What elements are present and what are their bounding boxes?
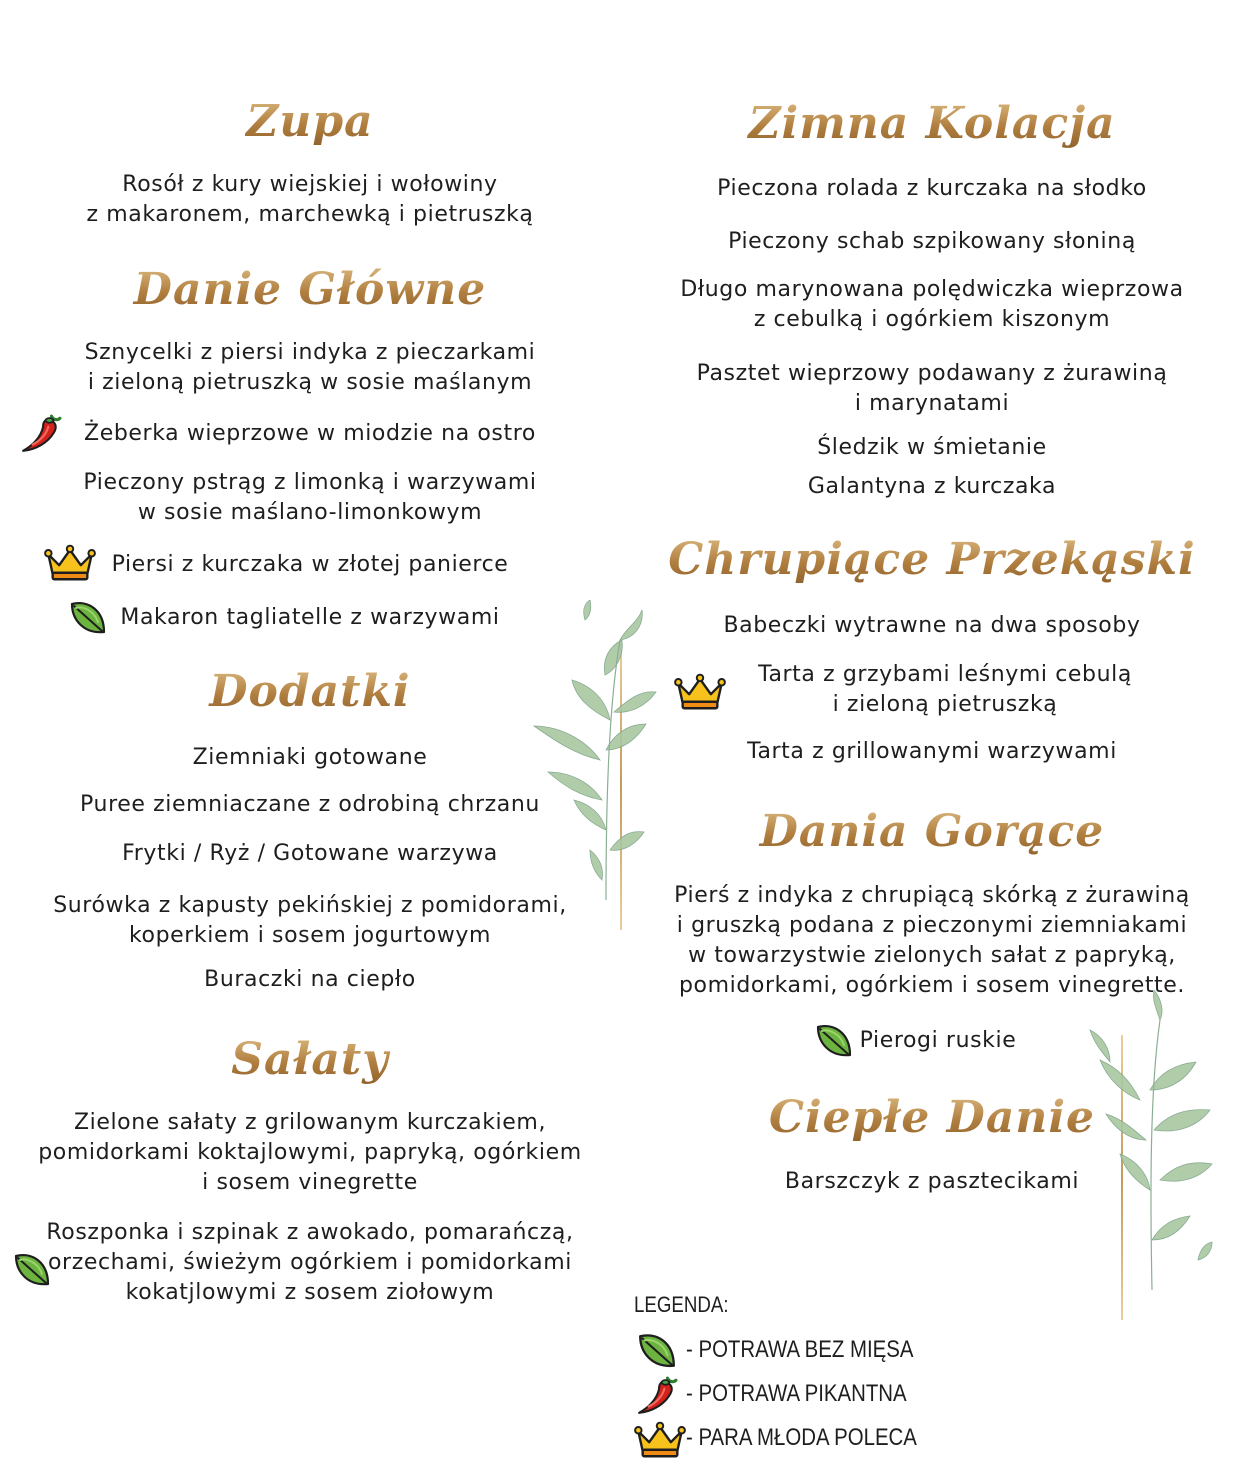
menu-item: Pierś z indyka z chrupiącą skórką z żurawiną i gruszką podana z pieczonymi ziemniakami w towarzystwie zielonych sałat z papryką, pomidorkami, ogórkiem i sosem vinegrette. <box>674 883 1190 998</box>
menu-item: Roszponka i szpinak z awokado, pomarańczą, orzechami, świeżym ogórkiem i pomidorkami kokatjlowymi z sosem ziołowym <box>46 1220 574 1305</box>
menu-item: Śledzik w śmietanie <box>817 435 1047 460</box>
menu-item: Galantyna z kurczaka <box>807 474 1057 499</box>
section-heading-cieple-danie: Ciepłe Danie <box>628 1090 1236 1146</box>
legend-title: LEGENDA: <box>634 1292 729 1317</box>
legend <box>634 1288 934 1463</box>
menu-item: Pieczony pstrąg z limonką i warzywami w sosie maślano-limonkowym <box>83 470 537 525</box>
legend-label: - POTRAWA PIKANTNA <box>686 1380 907 1407</box>
menu-item: Barszczyk z pasztecikami <box>784 1169 1080 1194</box>
legend-entry-recommended <box>634 1416 934 1460</box>
menu-item: Frytki / Ryż / Gotowane warzywa <box>122 841 498 866</box>
section-heading-dania-gorace: Dania Gorące <box>628 804 1236 860</box>
menu-item: Babeczki wytrawne na dwa sposoby <box>723 613 1141 638</box>
menu-item: Rosół z kury wiejskiej i wołowiny z makaronem, marchewką i pietruszką <box>86 172 534 227</box>
section-heading-dodatki: Dodatki <box>10 664 610 720</box>
menu-item: Pierogi ruskie <box>859 1028 1017 1053</box>
legend-label: - POTRAWA BEZ MIĘSA <box>686 1336 914 1363</box>
menu-item: Żeberka wieprzowe w miodzie na ostro <box>84 421 536 446</box>
menu-item: Zielone sałaty z grilowanym kurczakiem, pomidorkami koktajlowymi, papryką, ogórkiem i sosem vinegrette <box>38 1110 582 1195</box>
legend-entry-meatless <box>634 1328 934 1372</box>
menu-item: Ziemniaki gotowane <box>192 745 428 770</box>
legend-entry-spicy <box>634 1372 934 1416</box>
menu-item: Piersi z kurczaka w złotej panierce <box>111 552 509 577</box>
menu-item: Puree ziemniaczane z odrobiną chrzanu <box>80 792 540 817</box>
menu-item: Tarta z grillowanymi warzywami <box>747 739 1117 764</box>
menu-item: Buraczki na ciepło <box>204 967 416 992</box>
menu-item: Pieczony schab szpikowany słoniną <box>728 229 1136 254</box>
section-heading-zupa: Zupa <box>10 94 610 150</box>
leaf-icon <box>636 1330 678 1372</box>
section-heading-danie-glowne: Danie Główne <box>10 262 610 318</box>
section-heading-salaty: Sałaty <box>10 1032 610 1088</box>
section-heading-chrupiace-przekaski: Chrupiące Przekąski <box>628 532 1236 588</box>
section-heading-zimna-kolacja: Zimna Kolacja <box>628 96 1236 152</box>
menu-item: Surówka z kapusty pekińskiej z pomidorami, koperkiem i sosem jogurtowym <box>53 893 567 948</box>
legend-label: - PARA MŁODA POLECA <box>686 1424 917 1451</box>
crown-icon <box>634 1420 686 1460</box>
menu-item: Tarta z grzybami leśnymi cebulą i zieloną pietruszką <box>758 662 1132 717</box>
menu-item: Sznycelki z piersi indyka z pieczarkami i zieloną pietruszką w sosie maślanym <box>84 340 536 395</box>
menu-item: Pasztet wieprzowy podawany z żurawiną i marynatami <box>696 361 1168 416</box>
menu-item: Długo marynowana polędwiczka wieprzowa z cebulką i ogórkiem kiszonym <box>680 277 1184 332</box>
chili-icon <box>636 1374 678 1416</box>
menu-item: Makaron tagliatelle z warzywami <box>120 605 500 630</box>
menu-item: Pieczona rolada z kurczaka na słodko <box>717 176 1147 201</box>
